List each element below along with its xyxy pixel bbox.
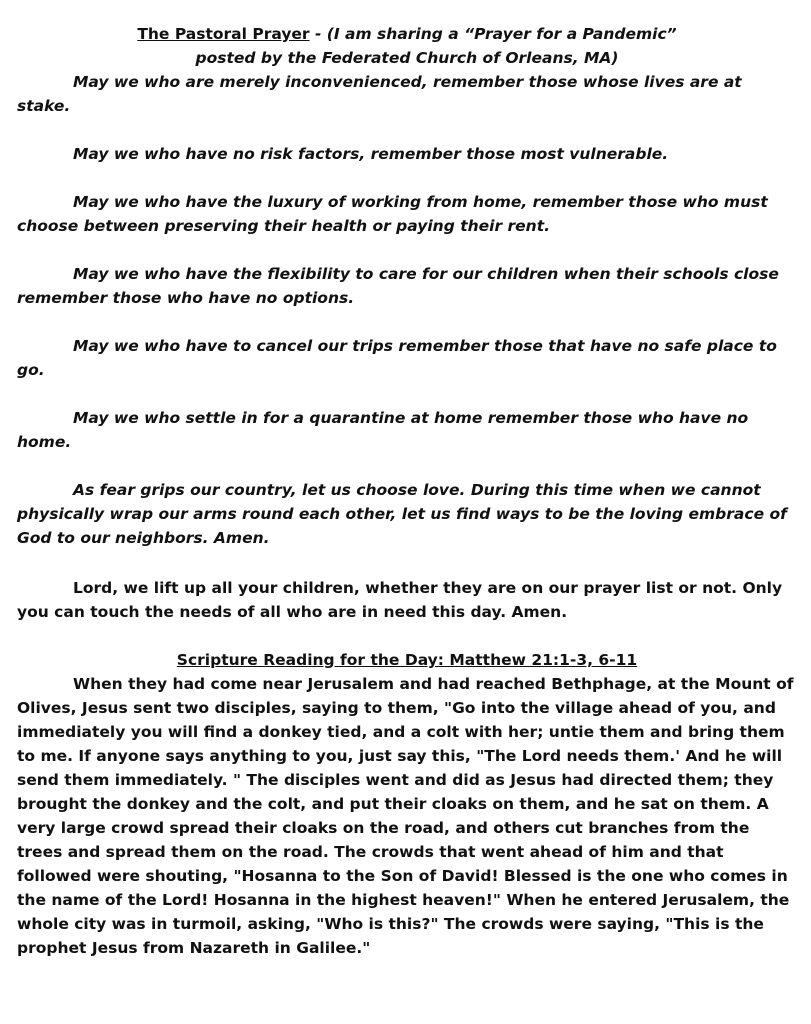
title-line-1	[17, 22, 797, 46]
document-page	[17, 22, 797, 960]
prayer-paragraph: As fear grips our country, let us choose love. During this time when we cannot physically wrap our arms round each other, let us find ways to be the loving embrace of God to our neighbors. Amen.	[17, 481, 787, 547]
title-plain: The Pastoral Prayer	[137, 25, 310, 43]
prayer-paragraph: May we who are merely inconvenienced, remember those whose lives are at stake.	[17, 73, 742, 115]
scripture-heading: Scripture Reading for the Day: Matthew 21:1-3, 6-11	[176, 651, 638, 669]
prayer-paragraph: May we who have the luxury of working from home, remember those who must choose between preserving their health or paying their rent.	[17, 193, 768, 235]
header	[17, 22, 797, 70]
scripture-text: When they had come near Jerusalem and had reached Bethphage, at the Mount of Olives, Jesus sent two disciples, saying to them, "Go into the village ahead of you, and immediately you will find a donkey tied, and a colt with her; untie them and bring them to me. If anyone says anything to you, just say this, "The Lord needs them.' And he will send them immediately. " The disciples went and did as Jesus had directed them; they brought the donkey and the colt, and put their cloaks on them, and he sat on them. A very large crowd spread their cloaks on the road, and others cut branches from the trees and spread them on the road. The crowds that went ahead of him and that followed were shouting, "Hosanna to the Son of David! Blessed is the one who comes in the name of the Lord! Hosanna in the highest heaven!" When he entered Jerusalem, the whole city was in turmoil, asking, "Who is this?" The crowds were saying, "This is the prophet Jesus from Nazareth in Galilee."	[17, 675, 794, 957]
title-subtitle: - (I am sharing a “Prayer for a Pandemic”	[309, 25, 677, 43]
closing-prayer: Lord, we lift up all your children, whether they are on our prayer list or not. Only you can touch the needs of all who are in need this day. Amen.	[17, 579, 783, 621]
prayer-paragraph: May we who have to cancel our trips remember those that have no safe place to go.	[17, 337, 777, 379]
prayer-paragraph: May we who have the flexibility to care for our children when their schools close remember those who have no options.	[17, 265, 779, 307]
prayer-paragraph: May we who have no risk factors, remember those most vulnerable.	[73, 145, 669, 163]
prayer-paragraph: May we who settle in for a quarantine at home remember those who have no home.	[17, 409, 749, 451]
title-line-2: posted by the Federated Church of Orleans, MA)	[195, 49, 619, 67]
